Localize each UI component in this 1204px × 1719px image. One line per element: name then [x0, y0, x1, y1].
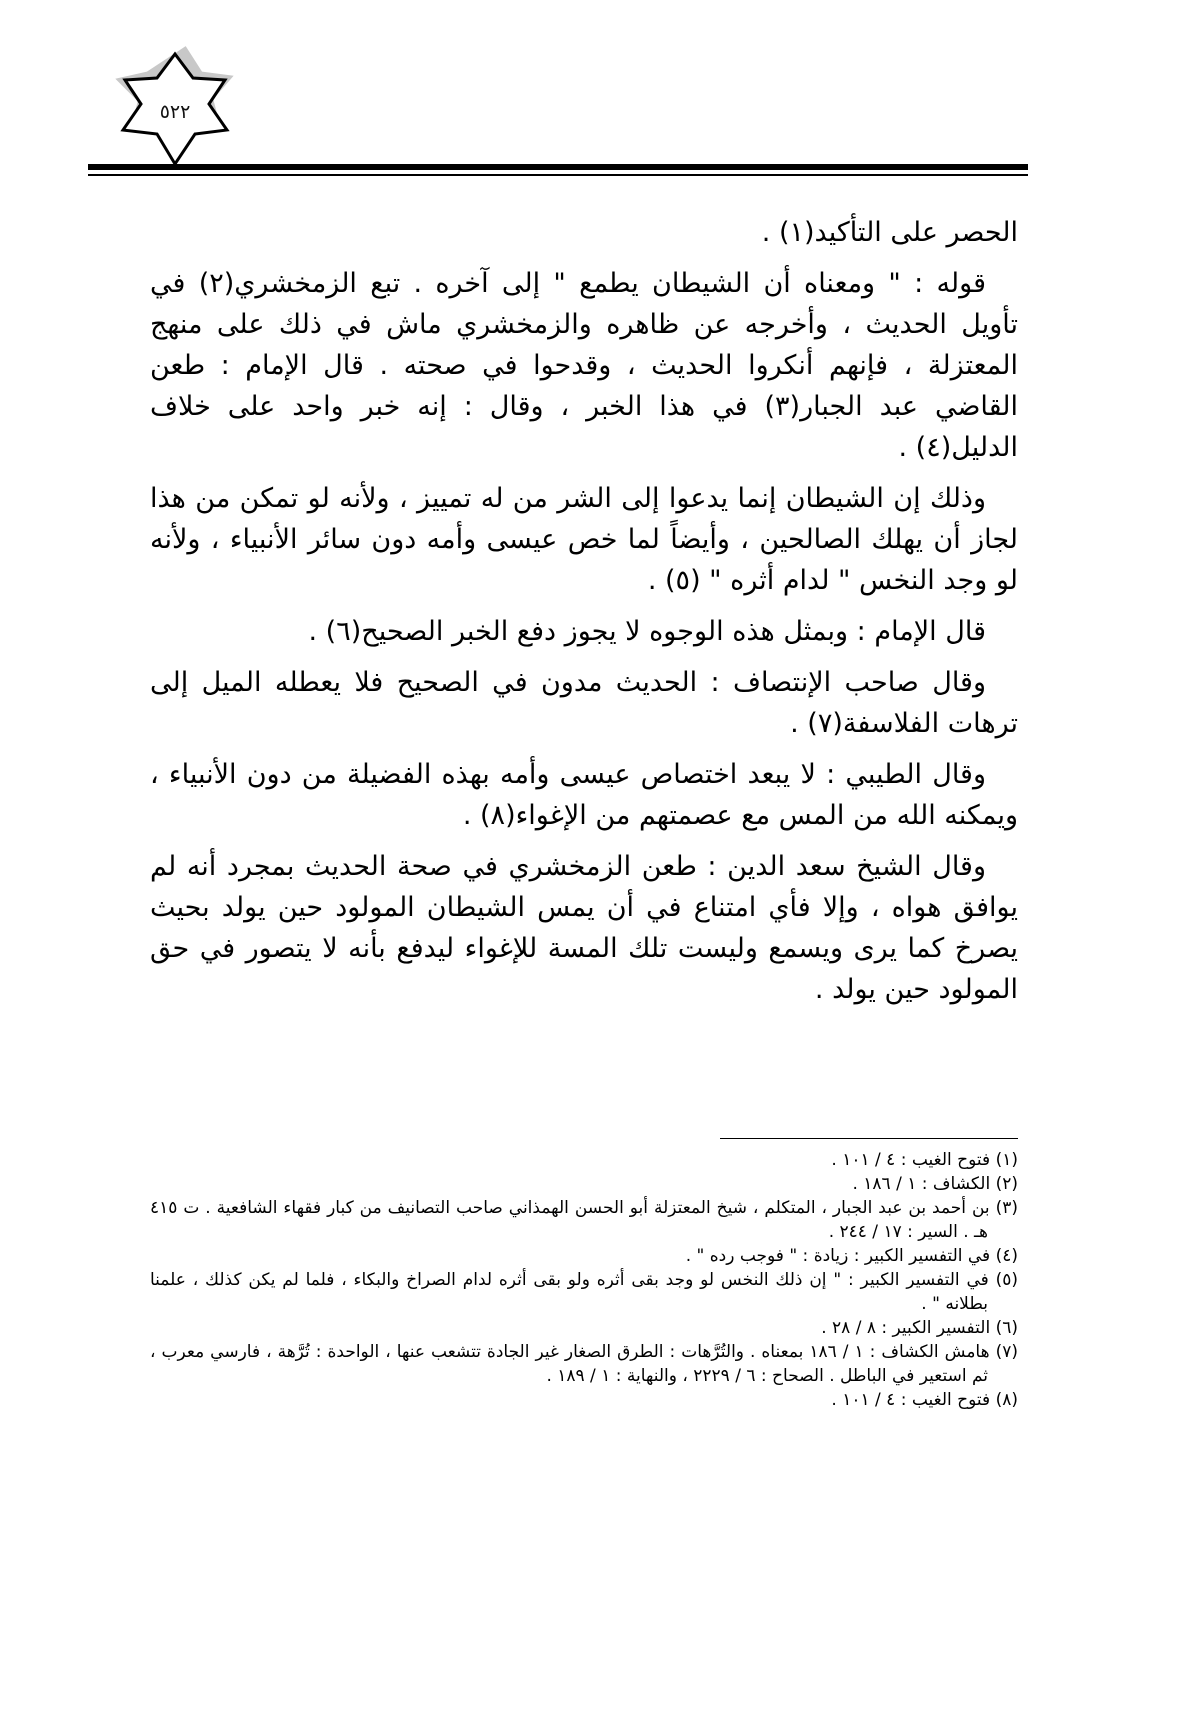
- footnote: (٦) التفسير الكبير : ٨ / ٢٨ .: [821, 1318, 1018, 1338]
- footnote: (٤) في التفسير الكبير : زيادة : " فوجب رده " .: [685, 1246, 1018, 1266]
- paragraph: الحصر على التأكيد(١) .: [761, 217, 1018, 248]
- paragraph: قال الإمام : وبمثل هذه الوجوه لا يجوز دفع الخبر الصحيح(٦) .: [308, 616, 986, 647]
- paragraph: قوله : " ومعناه أن الشيطان يطمع " إلى آخره . تبع الزمخشري(٢) في تأويل الحديث ، وأخرجه عن ظاهره والزمخشري ماش في ذلك على منهج المعتزلة ، فإنهم أنكروا الحديث ، وقدحوا في صحته . قال الإمام : طعن القاضي عبد الجبار(٣) في هذا الخبر ، وقال : إنه خبر واحد على خلاف الدليل(٤) .: [150, 268, 1018, 463]
- paragraph: وقال الشيخ سعد الدين : طعن الزمخشري في صحة الحديث بمجرد أنه لم يوافق هواه ، وإلا فأي امتناع في أن يمس الشيطان المولود حين يولد بحيث يصرخ كما يرى ويسمع وليست تلك المسة للإغواء ليدفع بأنه لا يتصور في حق المولود حين يولد .: [150, 851, 1018, 1005]
- main-text: [150, 212, 1018, 1020]
- paragraph: وقال صاحب الإنتصاف : الحديث مدون في الصحيح فلا يعطله الميل إلى ترهات الفلاسفة(٧) .: [150, 667, 1018, 739]
- footnote: (١) فتوح الغيب : ٤ / ١٠١ .: [831, 1150, 1018, 1170]
- page-number: ٥٢٢: [159, 101, 191, 123]
- footnote: (٣) بن أحمد بن عبد الجبار ، المتكلم ، شيخ المعتزلة أبو الحسن الهمذاني صاحب التصانيف من كبار فقهاء الشافعية . ت ٤١٥ هـ . السير : ١٧ / ٢٤٤ .: [150, 1198, 1018, 1242]
- footnotes: [150, 1148, 1018, 1412]
- footnote: (٥) في التفسير الكبير : " إن ذلك النخس لو وجد بقى أثره ولو بقى أثره لدام الصراخ والبكاء ، فلما لم يكن كذلك ، علمنا بطلانه " .: [150, 1270, 1018, 1314]
- footnote-separator: [720, 1138, 1018, 1139]
- header-rule-thin: [88, 174, 1028, 176]
- footnote: (٨) فتوح الغيب : ٤ / ١٠١ .: [831, 1390, 1018, 1410]
- paragraph: وقال الطيبي : لا يبعد اختصاص عيسى وأمه بهذه الفضيلة من دون الأنبياء ، ويمكنه الله من المس مع عصمتهم من الإغواء(٨) .: [150, 759, 1018, 831]
- footnote: (٢) الكشاف : ١ / ١٨٦ .: [852, 1174, 1018, 1194]
- paragraph: وذلك إن الشيطان إنما يدعوا إلى الشر من له تمييز ، ولأنه لو تمكن من هذا لجاز أن يهلك الصالحين ، وأيضاً لما خص عيسى وأمه دون سائر الأنبياء ، ولأنه لو وجد النخس " لدام أثره " (٥) .: [150, 483, 1018, 596]
- footnote: (٧) هامش الكشاف : ١ / ١٨٦ بمعناه . والتُرَّهات : الطرق الصغار غير الجادة تتشعب عنها ، الواحدة : تُرَّهة ، فارسي معرب ، ثم استعير في الباطل . الصحاح : ٦ / ٢٢٢٩ ، والنهاية : ١ / ١٨٩ .: [150, 1342, 1018, 1386]
- header-rule-thick: [88, 164, 1028, 170]
